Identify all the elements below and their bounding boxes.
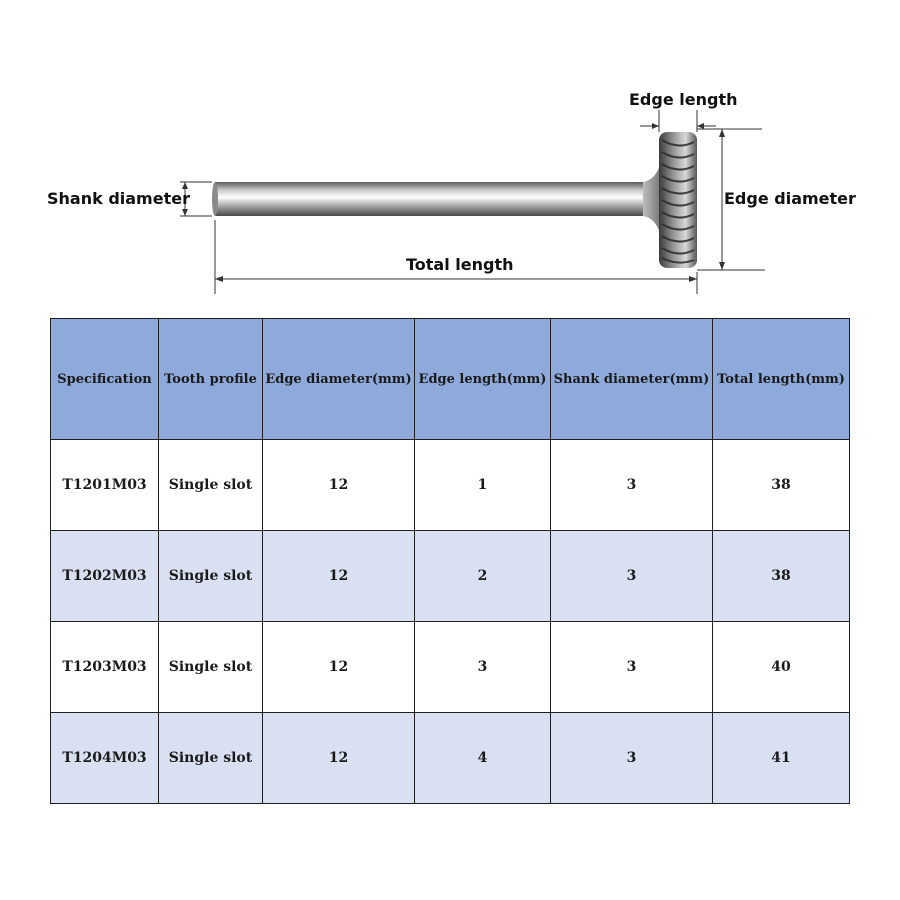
cell-specification: T1203M03 [51,622,159,713]
cell-shank-diameter: 3 [551,713,713,804]
cell-edge-length: 1 [415,440,551,531]
cell-total-length: 38 [713,531,850,622]
cell-edge-diameter: 12 [263,713,415,804]
table-header-row [51,319,850,440]
table-row [51,713,850,804]
neck-taper [643,165,660,233]
cell-shank-diameter: 3 [551,440,713,531]
header-edge-diameter: Edge diameter(mm) [263,319,415,440]
cell-tooth-profile: Single slot [159,622,263,713]
cell-specification: T1204M03 [51,713,159,804]
header-tooth-profile: Tooth profile [159,319,263,440]
cell-shank-diameter: 3 [551,622,713,713]
specification-table [50,318,850,804]
header-edge-length: Edge length(mm) [415,319,551,440]
edge-diameter-label: Edge diameter [724,189,856,208]
shank [212,182,645,216]
edge-length-label: Edge length [629,90,738,109]
cell-total-length: 38 [713,440,850,531]
cell-edge-length: 4 [415,713,551,804]
cell-total-length: 40 [713,622,850,713]
shank-diameter-label: Shank diameter [47,189,190,208]
cell-tooth-profile: Single slot [159,713,263,804]
table-row [51,622,850,713]
table-row [51,531,850,622]
cell-edge-diameter: 12 [263,440,415,531]
table-row [51,440,850,531]
cell-edge-diameter: 12 [263,622,415,713]
cell-edge-length: 3 [415,622,551,713]
cell-total-length: 41 [713,713,850,804]
header-specification: Specification [51,319,159,440]
total-length-label: Total length [406,255,514,274]
header-total-length: Total length(mm) [713,319,850,440]
header-shank-diameter: Shank diameter(mm) [551,319,713,440]
cell-specification: T1201M03 [51,440,159,531]
cutter-head [659,132,697,268]
cell-tooth-profile: Single slot [159,531,263,622]
cell-tooth-profile: Single slot [159,440,263,531]
cell-specification: T1202M03 [51,531,159,622]
cell-edge-diameter: 12 [263,531,415,622]
cell-edge-length: 2 [415,531,551,622]
cell-shank-diameter: 3 [551,531,713,622]
